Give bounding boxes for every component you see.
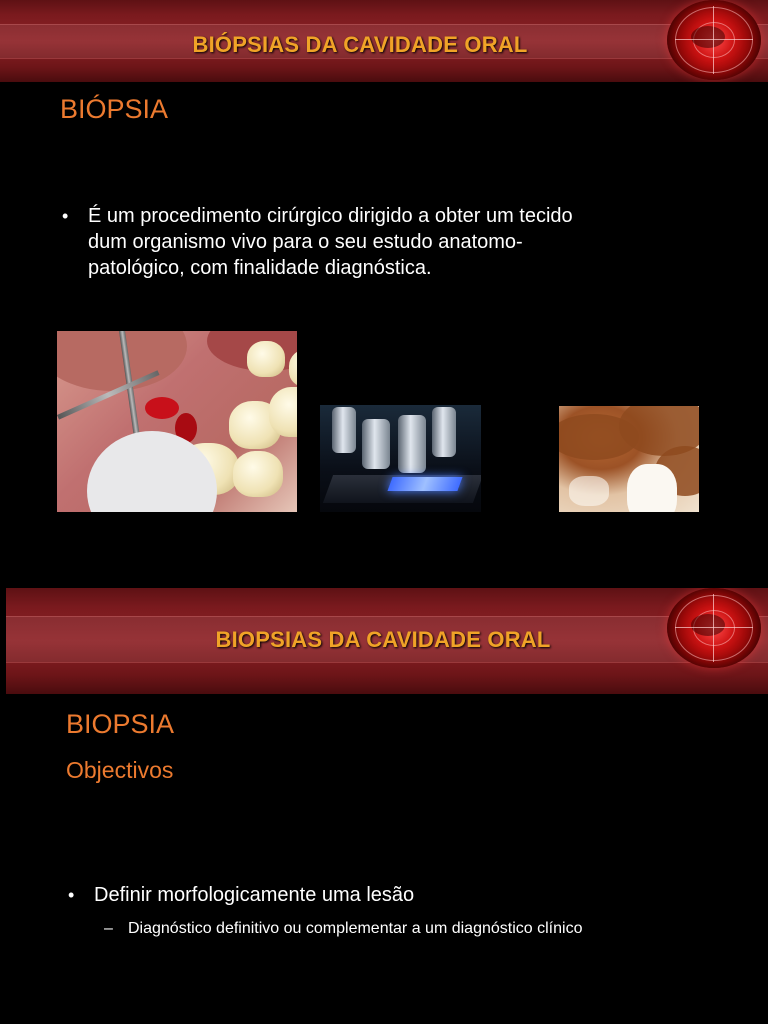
bullet-line: dum organismo vivo para o seu estudo anatomo- [88, 231, 523, 253]
slide-heading: BIOPSIA [66, 709, 175, 739]
microscope-photo [320, 405, 481, 512]
bullet-item [68, 882, 694, 908]
bullet-text: Definir morfologicamente uma lesão [94, 884, 415, 906]
sub-bullet-item [104, 918, 748, 940]
bullet-line: patológico, com finalidade diagnóstica. [88, 257, 432, 279]
bullet-item [62, 203, 708, 281]
sub-bullet-text: Diagnóstico definitivo ou complementar a um diagnóstico clínico [128, 920, 583, 937]
title-banner [6, 588, 768, 694]
slide-2 [0, 588, 768, 1024]
dash-icon: – [104, 920, 113, 937]
bullet-line: É um procedimento cirúrgico dirigido a obter um tecido [88, 205, 573, 227]
oral-biopsy-photo [57, 331, 297, 512]
bullet-icon: • [62, 206, 69, 226]
slide-heading: BIÓPSIA [60, 94, 169, 124]
title-banner [0, 0, 768, 82]
slide-subheading: Objectivos [66, 757, 174, 783]
banner-title: BIOPSIAS DA CAVIDADE ORAL [215, 627, 551, 652]
target-logo-icon [667, 0, 761, 80]
banner-title: BIÓPSIAS DA CAVIDADE ORAL [192, 32, 528, 57]
target-logo-icon [667, 588, 761, 668]
histology-photo [559, 406, 699, 512]
bullet-icon: • [68, 885, 75, 905]
